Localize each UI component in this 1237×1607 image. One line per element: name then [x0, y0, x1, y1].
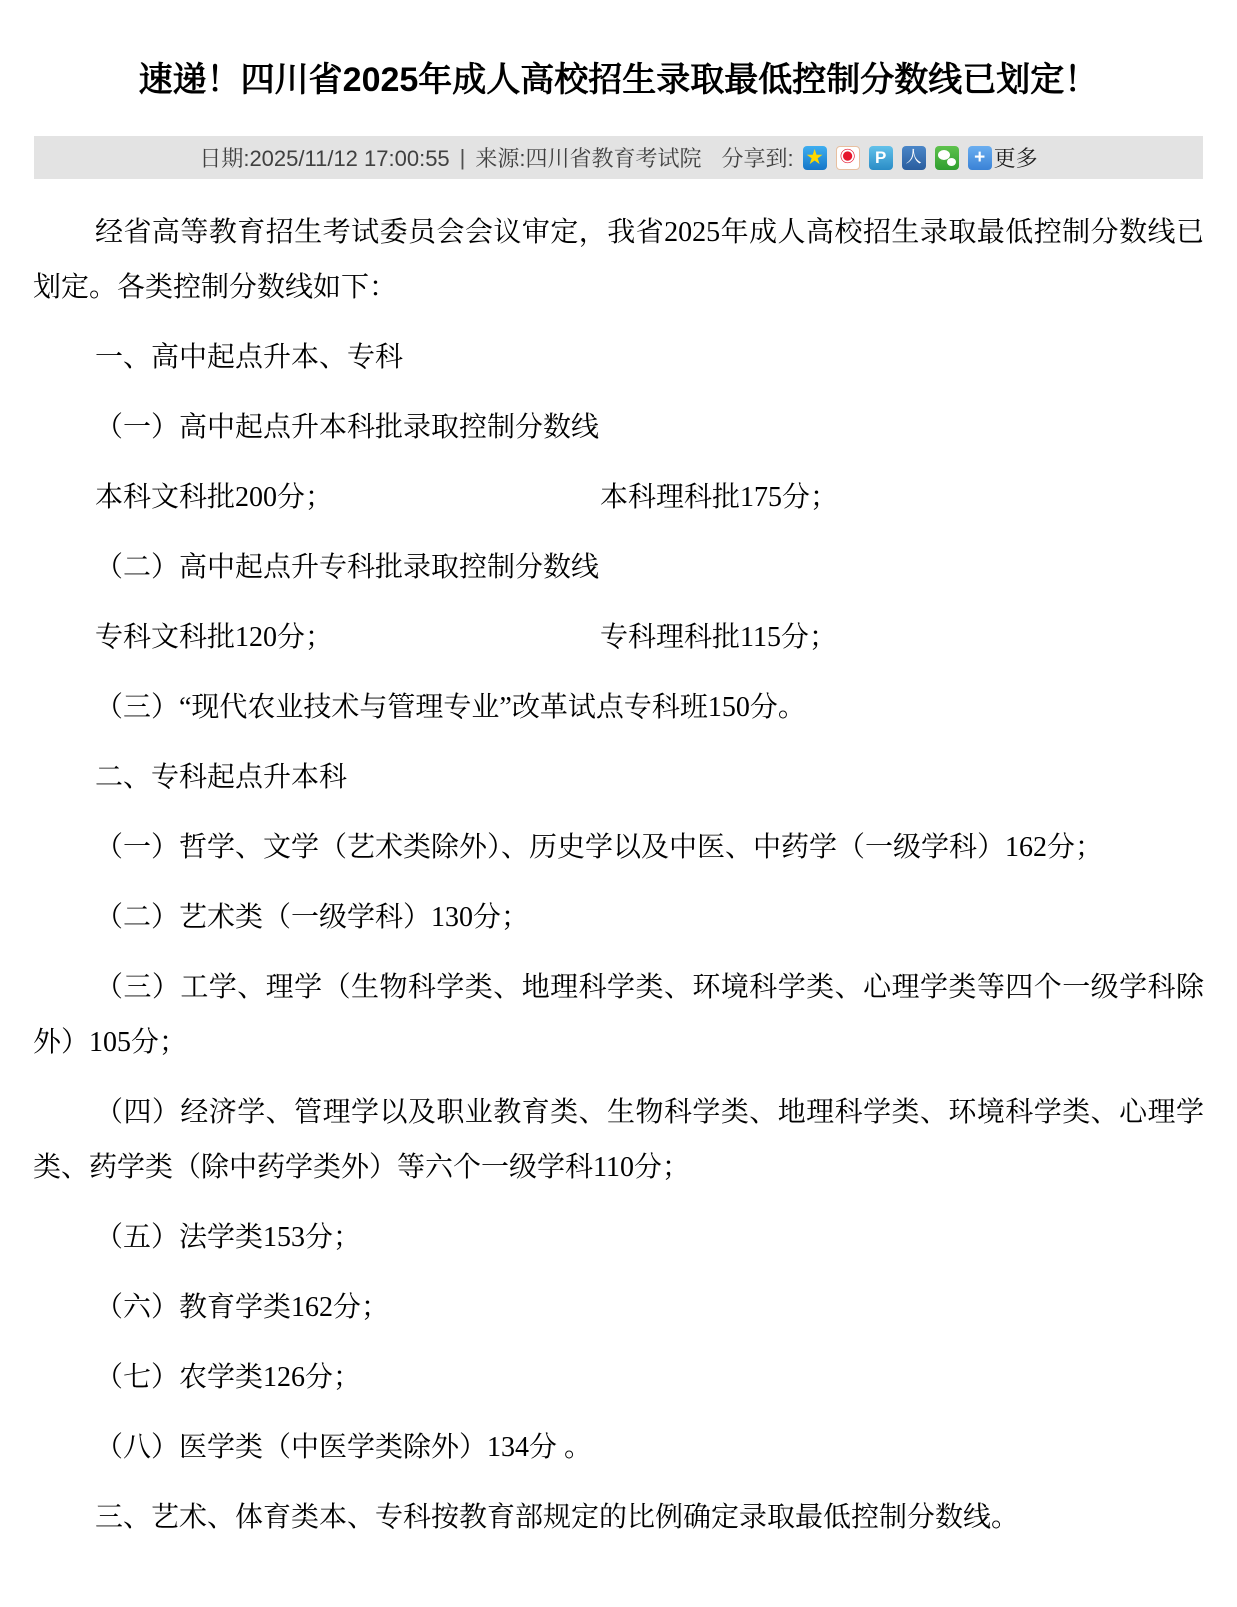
- score-cell-right: 专科理科批115分；: [600, 622, 837, 653]
- wechat-icon[interactable]: [935, 146, 959, 170]
- renren-icon[interactable]: [902, 146, 926, 170]
- paragraph: （七）农学类126分；: [95, 1362, 362, 1393]
- more-share-button[interactable]: 更多: [993, 146, 1038, 171]
- score-cell-left: 专科文科批120分；: [95, 622, 334, 653]
- tencent-weibo-glyph: P: [874, 148, 887, 167]
- paragraph: （三）“现代农业技术与管理专业”改革试点专科班150分。: [95, 692, 806, 723]
- article-title: 速递！四川省2025年成人高校招生录取最低控制分数线已划定！: [138, 61, 1099, 99]
- sina-weibo-glyph: ◉: [839, 148, 856, 166]
- score-cell-right: 本科理科批175分；: [600, 482, 839, 513]
- wechat-glyph: [935, 146, 959, 170]
- paragraph: 三、艺术、体育类本、专科按教育部规定的比例确定录取最低控制分数线。: [95, 1502, 1020, 1533]
- share-icons: [794, 146, 992, 170]
- paragraph: （一）高中起点升本科批录取控制分数线: [95, 412, 600, 443]
- paragraph: （二）高中起点升专科批录取控制分数线: [95, 552, 600, 583]
- page-root: [0, 56, 1237, 1545]
- meta-separator: |: [459, 144, 466, 170]
- more-glyph: +: [974, 147, 986, 168]
- paragraph: 经省高等教育招生考试委员会会议审定，我省2025年成人高校招生录取最低控制分数线已划定。各类控制分数线如下：: [33, 217, 1204, 303]
- source-label: 来源:四川省教育考试院: [475, 146, 702, 171]
- paragraph: [33, 470, 1204, 525]
- share-to-label: 分享到:: [721, 146, 794, 171]
- paragraph: 一、高中起点升本、专科: [95, 342, 404, 373]
- paragraph: 二、专科起点升本科: [95, 762, 348, 793]
- article-body: [33, 205, 1204, 1545]
- sina-weibo-icon[interactable]: [836, 146, 860, 170]
- paragraph: （三）工学、理学（生物科学类、地理科学类、环境科学类、心理学类等四个一级学科除外）105分；: [33, 972, 1204, 1058]
- meta-bar: [34, 136, 1203, 179]
- more-icon[interactable]: [968, 146, 992, 170]
- paragraph: （四）经济学、管理学以及职业教育类、生物科学类、地理科学类、环境科学类、心理学类、药学类（除中药学类外）等六个一级学科110分；: [33, 1097, 1204, 1183]
- paragraph: （八）医学类（中医学类除外）134分 。: [95, 1432, 593, 1463]
- qzone-glyph: ★: [806, 148, 824, 167]
- paragraph: [33, 610, 1204, 665]
- qzone-icon[interactable]: [803, 146, 827, 170]
- tencent-weibo-icon[interactable]: [869, 146, 893, 170]
- paragraph: （六）教育学类162分；: [95, 1292, 390, 1323]
- paragraph: （五）法学类153分；: [95, 1222, 362, 1253]
- renren-glyph: 人: [905, 148, 922, 166]
- publish-date: 日期:2025/11/12 17:00:55: [199, 146, 450, 171]
- paragraph: （二）艺术类（一级学科）130分；: [95, 902, 530, 933]
- paragraph: （一）哲学、文学（艺术类除外）、历史学以及中医、中药学（一级学科）162分；: [95, 832, 1104, 863]
- score-cell-left: 本科文科批200分；: [95, 482, 334, 513]
